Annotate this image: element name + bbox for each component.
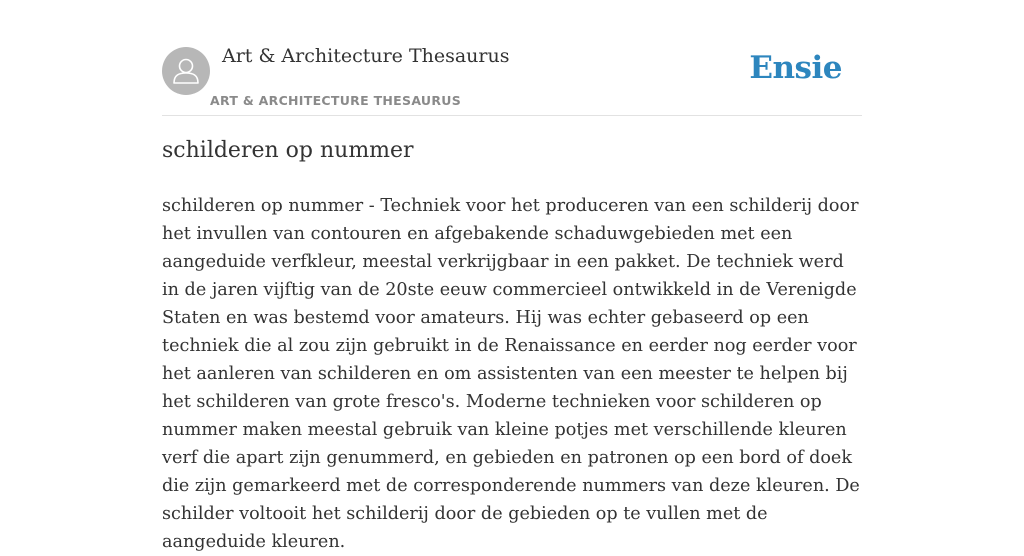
page-content [162,0,862,552]
source-title-link[interactable]: Art & Architecture Thesaurus [222,45,510,67]
definition-text: schilderen op nummer - Techniek voor het produceren van een schilderij door het invullen van contouren en afgebakende schaduwgebieden met een aangeduide verfkleur, meestal verkrijgbaar in een pakket. De techniek werd in de jaren vijftig van de 20ste eeuw commercieel ontwikkeld in de Verenigde Staten en was bestemd voor amateurs. Hij was echter gebaseerd op een techniek die al zou zijn gebruikt in de Renaissance en eerder nog eerder voor het aanleren van schilderen en om assistenten van een meester te helpen bij het schilderen van grote fresco's. Moderne technieken voor schilderen op nummer maken meestal gebruik van kleine potjes met verschillende kleuren verf die apart zijn genummerd, en gebieden en patronen op een bord of doek die zijn gemarkeerd met de corresponderende nummers van deze kleuren. De schilder voltooit het schilderij door de gebieden op te vullen met de aangeduide kleuren. [162,196,860,552]
page-header [162,0,862,116]
ensie-logo[interactable]: Ensie [749,50,842,86]
source-subtitle-link[interactable]: ART & ARCHITECTURE THESAURUS [210,93,462,108]
term-title: schilderen op nummer [162,138,414,163]
user-silhouette-icon[interactable] [162,47,210,95]
avatar-graphic [162,47,210,95]
